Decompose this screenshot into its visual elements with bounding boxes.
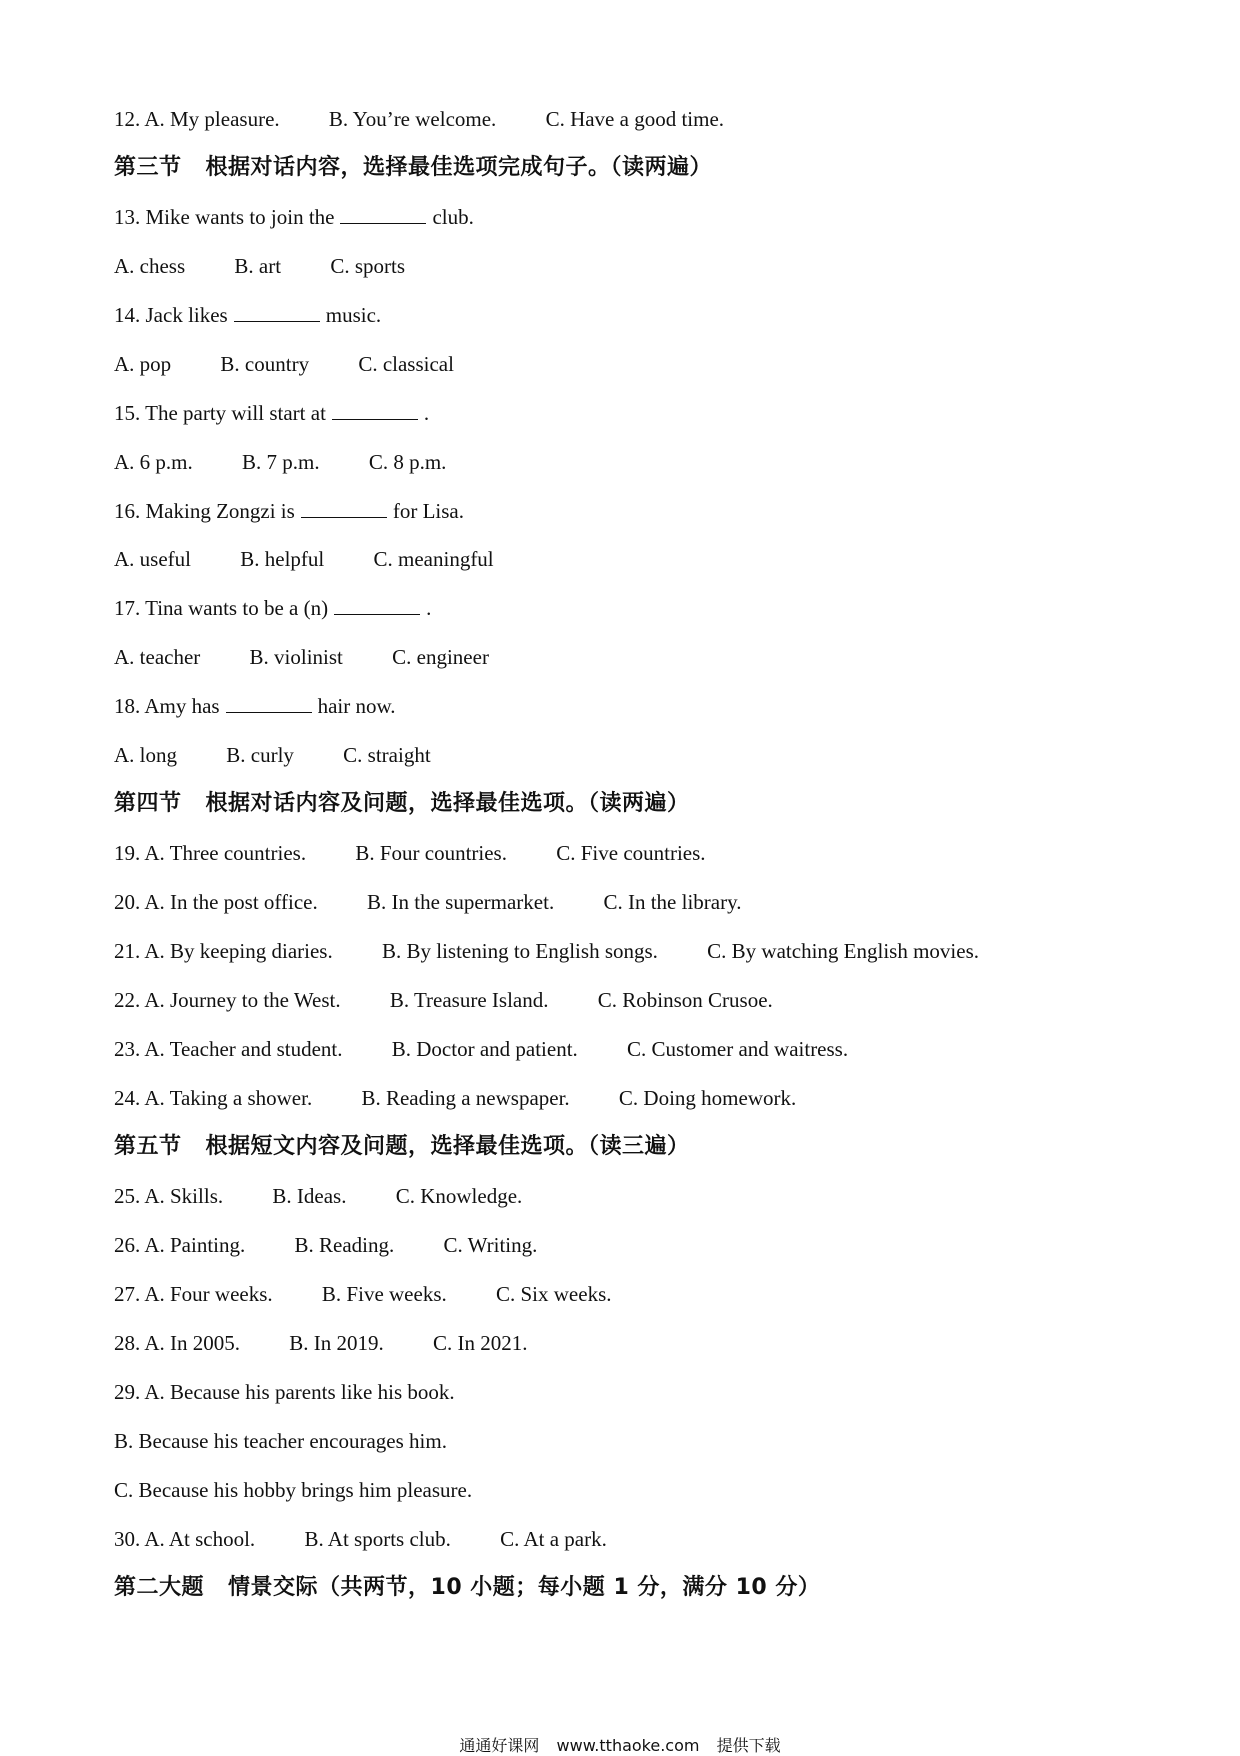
option-c: C. Doing homework. [618, 1086, 797, 1110]
stem-text: 13. Mike wants to join the [114, 205, 335, 229]
option-a: A. pop [114, 352, 172, 376]
question-22 [114, 987, 773, 1013]
question-13-stem [114, 204, 474, 230]
question-15-options [114, 449, 446, 475]
option-a: 24. A. Taking a shower. [114, 1086, 313, 1110]
option-b: B. In the supermarket. [367, 890, 555, 914]
option-c: C. straight [343, 743, 431, 767]
question-19 [114, 840, 706, 866]
footer-site-name: 通通好课网 [459, 1736, 540, 1755]
question-26 [114, 1232, 537, 1258]
question-18-stem [114, 693, 396, 719]
section-title: 根据对话内容，选择最佳选项完成句子。（读两遍） [205, 155, 713, 180]
question-14-stem [114, 302, 381, 328]
stem-text-end: hair now. [317, 694, 396, 718]
question-27 [114, 1281, 612, 1307]
option-a: 29. A. Because his parents like his book. [114, 1380, 455, 1404]
option-b: B. country [220, 352, 310, 376]
answer-blank [332, 401, 418, 420]
section-number: 第四节 [114, 791, 182, 816]
option-a: A. teacher [114, 645, 201, 669]
option-b: B. Reading. [294, 1233, 395, 1257]
option-b: B. You’re welcome. [328, 107, 497, 131]
question-12 [114, 106, 724, 132]
option-c: C. Robinson Crusoe. [597, 988, 773, 1012]
option-c: C. In 2021. [433, 1331, 528, 1355]
option-a: 30. A. At school. [114, 1527, 256, 1551]
question-25 [114, 1183, 522, 1209]
option-b: B. Four countries. [355, 841, 507, 865]
stem-text: 15. The party will start at [114, 401, 326, 425]
part-number: 第二大题 [114, 1575, 205, 1600]
option-a: A. useful [114, 547, 191, 571]
option-a: 21. A. By keeping diaries. [114, 939, 333, 963]
option-c: C. Knowledge. [395, 1184, 523, 1208]
option-c: C. 8 p.m. [368, 450, 447, 474]
option-b: B. Treasure Island. [389, 988, 549, 1012]
question-23 [114, 1036, 848, 1062]
question-14-options [114, 351, 454, 377]
option-c: C. Customer and waitress. [627, 1037, 849, 1061]
option-a: 26. A. Painting. [114, 1233, 246, 1257]
option-b: B. At sports club. [304, 1527, 451, 1551]
part-title: 情景交际（共两节，10 小题；每小题 1 分，满分 10 分） [228, 1575, 821, 1600]
stem-text: 18. Amy has [114, 694, 220, 718]
option-b: B. In 2019. [289, 1331, 384, 1355]
footer-url: www.tthaoke.com [556, 1736, 700, 1755]
option-b: B. violinist [249, 645, 343, 669]
question-18-options [114, 742, 431, 768]
question-29-option-a [114, 1379, 455, 1405]
option-a: A. chess [114, 254, 186, 278]
option-c: C. Five countries. [556, 841, 706, 865]
option-a: 22. A. Journey to the West. [114, 988, 341, 1012]
question-13-options [114, 253, 405, 279]
option-b: B. Five weeks. [321, 1282, 447, 1306]
question-30 [114, 1526, 607, 1552]
option-a: 19. A. Three countries. [114, 841, 307, 865]
option-b: B. Ideas. [272, 1184, 347, 1208]
section-number: 第五节 [114, 1134, 182, 1159]
question-16-options [114, 546, 494, 572]
option-a: 27. A. Four weeks. [114, 1282, 273, 1306]
option-c: C. At a park. [500, 1527, 607, 1551]
section-5-heading [114, 1134, 690, 1160]
section-title: 根据对话内容及问题，选择最佳选项。（读两遍） [205, 791, 690, 816]
option-c: C. classical [358, 352, 454, 376]
option-c: C. Six weeks. [496, 1282, 612, 1306]
stem-text-end: music. [325, 303, 382, 327]
option-b: B. art [234, 254, 282, 278]
option-b: B. Because his teacher encourages him. [114, 1429, 447, 1453]
option-c: C. sports [330, 254, 405, 278]
option-a: 23. A. Teacher and student. [114, 1037, 343, 1061]
question-17-stem [114, 595, 431, 621]
question-16-stem [114, 498, 464, 524]
question-20 [114, 889, 741, 915]
answer-blank [340, 205, 426, 224]
question-28 [114, 1330, 528, 1356]
question-24 [114, 1085, 796, 1111]
section-3-heading [114, 155, 712, 181]
stem-text-end: for Lisa. [392, 499, 464, 523]
option-a: A. long [114, 743, 177, 767]
option-b: B. By listening to English songs. [381, 939, 658, 963]
option-b: B. curly [226, 743, 294, 767]
question-21 [114, 938, 979, 964]
section-4-heading [114, 791, 690, 817]
part-2-heading [114, 1575, 820, 1601]
option-c: C. meaningful [373, 547, 494, 571]
option-a: 12. A. My pleasure. [114, 107, 280, 131]
option-a: A. 6 p.m. [114, 450, 193, 474]
option-c: C. By watching English movies. [707, 939, 979, 963]
stem-text: 16. Making Zongzi is [114, 499, 295, 523]
answer-blank [334, 596, 420, 615]
option-c: C. Because his hobby brings him pleasure. [114, 1478, 473, 1502]
stem-text-end: . [426, 596, 432, 620]
answer-blank [234, 303, 320, 322]
option-c: C. Writing. [443, 1233, 538, 1257]
question-29-option-b [114, 1428, 447, 1454]
option-b: B. 7 p.m. [242, 450, 320, 474]
option-c: C. Have a good time. [545, 107, 725, 131]
option-a: 20. A. In the post office. [114, 890, 318, 914]
page-footer [0, 1736, 1240, 1756]
option-b: B. Doctor and patient. [391, 1037, 578, 1061]
option-b: B. helpful [240, 547, 325, 571]
option-b: B. Reading a newspaper. [361, 1086, 570, 1110]
stem-text-end: . [423, 401, 430, 425]
option-a: 25. A. Skills. [114, 1184, 224, 1208]
section-title: 根据短文内容及问题，选择最佳选项。（读三遍） [205, 1134, 690, 1159]
question-17-options [114, 644, 489, 670]
answer-blank [301, 499, 387, 518]
option-c: C. In the library. [603, 890, 742, 914]
option-c: C. engineer [392, 645, 489, 669]
section-number: 第三节 [114, 155, 182, 180]
stem-text-end: club. [432, 205, 474, 229]
stem-text: 17. Tina wants to be a (n) [114, 596, 329, 620]
question-15-stem [114, 400, 429, 426]
footer-note: 提供下载 [716, 1736, 781, 1755]
answer-blank [226, 694, 312, 713]
option-a: 28. A. In 2005. [114, 1331, 240, 1355]
stem-text: 14. Jack likes [114, 303, 228, 327]
question-29-option-c [114, 1477, 472, 1503]
